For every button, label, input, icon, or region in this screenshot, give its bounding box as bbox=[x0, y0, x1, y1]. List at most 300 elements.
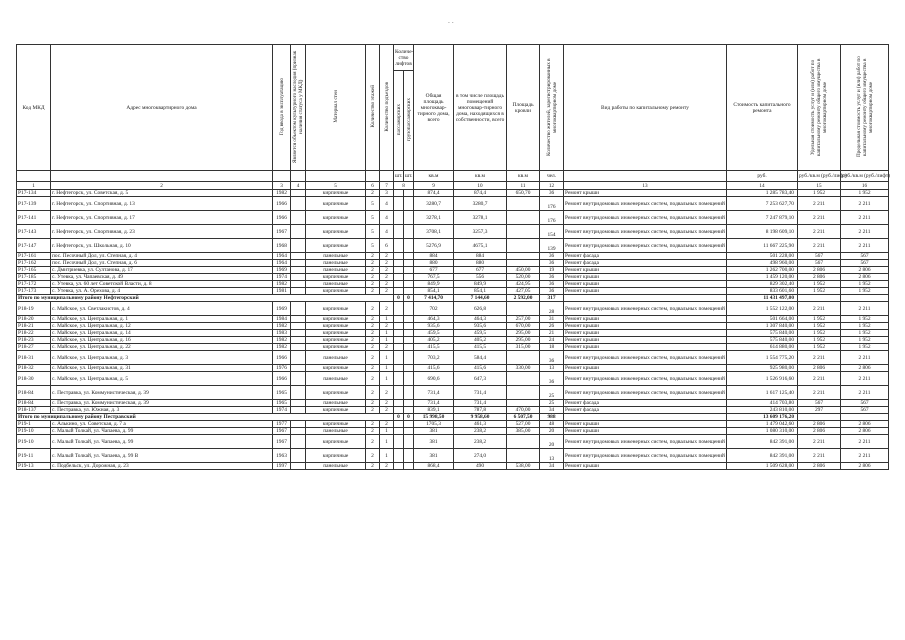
unit-cost: 1 952 bbox=[798, 344, 841, 351]
elev-pass bbox=[394, 323, 404, 330]
elev-cargo bbox=[404, 253, 414, 260]
wall-material: кирпичные bbox=[306, 435, 366, 449]
premises-area: 274,0 bbox=[454, 449, 507, 463]
heritage-flag bbox=[291, 421, 306, 428]
repair-work: Ремонт крыши bbox=[564, 274, 727, 281]
floors: 2 bbox=[366, 351, 380, 365]
subtotal-max bbox=[841, 295, 889, 302]
repair-work: Ремонт внутридомовых инженерных систем, подвальных помещений bbox=[564, 372, 727, 386]
subtotal-roof-area: 2 592,00 bbox=[507, 295, 540, 302]
mkd-code: P19-11 bbox=[17, 449, 51, 463]
unit-cost: 2 211 bbox=[798, 449, 841, 463]
wall-material: кирпичные bbox=[306, 449, 366, 463]
heritage-flag bbox=[291, 274, 306, 281]
repair-work: Ремонт внутридомовых инженерных систем, подвальных помещений bbox=[564, 239, 727, 253]
premises-area: 415,6 bbox=[454, 365, 507, 372]
elev-cargo bbox=[404, 365, 414, 372]
total-area: 464,3 bbox=[414, 316, 454, 323]
repair-cost: 1 262 700,00 bbox=[727, 267, 798, 274]
address: с. Пестравка, ул. Коммунистическая, д. 39 bbox=[51, 400, 273, 407]
commission-year: 1964 bbox=[273, 260, 291, 267]
premises-area: 584,4 bbox=[454, 351, 507, 365]
residents: 36 bbox=[540, 260, 564, 267]
wall-material: панельные bbox=[306, 351, 366, 365]
wall-material: панельные bbox=[306, 281, 366, 288]
col-works-header: Вид работы по капитальному ремонту bbox=[564, 45, 727, 171]
mkd-code: P18-137 bbox=[17, 407, 51, 414]
heritage-flag bbox=[291, 386, 306, 400]
max-unit-cost: 1 952 bbox=[841, 344, 889, 351]
elev-cargo bbox=[404, 421, 414, 428]
entrances: 1 bbox=[380, 316, 394, 323]
mkd-code: P17-173 bbox=[17, 288, 51, 295]
premises-area: 647,3 bbox=[454, 372, 507, 386]
repair-cost: 1 526 916,60 bbox=[727, 372, 798, 386]
floors: 2 bbox=[366, 344, 380, 351]
heritage-flag bbox=[291, 281, 306, 288]
heritage-flag bbox=[291, 407, 306, 414]
residents: 19 bbox=[540, 267, 564, 274]
commission-year: 1966 bbox=[273, 211, 291, 225]
residents: 34 bbox=[540, 407, 564, 414]
subtotal-label: Итого по муниципальному району Пестравский bbox=[17, 414, 394, 421]
mkd-code: P18-27 bbox=[17, 344, 51, 351]
commission-year: 1997 bbox=[273, 463, 291, 470]
subtotal-row bbox=[17, 295, 889, 302]
repair-cost: 7 253 627,70 bbox=[727, 197, 798, 211]
elev-cargo bbox=[404, 211, 414, 225]
residents: 26 bbox=[540, 323, 564, 330]
max-unit-cost: 2 211 bbox=[841, 386, 889, 400]
address: г. Нефтегорск, ул. Спортивная, д. 23 bbox=[51, 225, 273, 239]
entrances: 2 bbox=[380, 302, 394, 316]
col-elev-cargo-header: грузопассажирских bbox=[404, 71, 414, 171]
subtotal-unit bbox=[798, 414, 841, 421]
heritage-flag bbox=[291, 351, 306, 365]
elev-cargo bbox=[404, 239, 414, 253]
total-area: 854,1 bbox=[414, 288, 454, 295]
unit-cost: 1 952 bbox=[798, 337, 841, 344]
roof-area: 650,70 bbox=[507, 190, 540, 197]
heritage-flag bbox=[291, 400, 306, 407]
total-area: 702 bbox=[414, 302, 454, 316]
max-unit-cost: 567 bbox=[841, 253, 889, 260]
residents: 154 bbox=[540, 225, 564, 239]
residents: 36 bbox=[540, 372, 564, 386]
unit-cost: 1 952 bbox=[798, 190, 841, 197]
premises-area: 405,2 bbox=[454, 337, 507, 344]
column-number-cell: 14 bbox=[727, 182, 798, 190]
column-number-cell: 13 bbox=[564, 182, 727, 190]
units-row bbox=[17, 171, 889, 182]
mkd-code: P17-165 bbox=[17, 267, 51, 274]
capital-repair-table bbox=[16, 44, 888, 470]
elev-cargo bbox=[404, 190, 414, 197]
floors: 2 bbox=[366, 190, 380, 197]
mkd-code: P17-162 bbox=[17, 260, 51, 267]
address: с. Малый Толкай, ул. Чапаева, д. 99 В bbox=[51, 449, 273, 463]
unit-cost: 1 952 bbox=[798, 323, 841, 330]
premises-area: 874,4 bbox=[454, 190, 507, 197]
elev-pass bbox=[394, 330, 404, 337]
column-number-cell: 5 bbox=[306, 182, 366, 190]
floors: 2 bbox=[366, 337, 380, 344]
elev-pass bbox=[394, 288, 404, 295]
premises-area: 4675,1 bbox=[454, 239, 507, 253]
repair-work: Ремонт крыши bbox=[564, 330, 727, 337]
elev-cargo bbox=[404, 337, 414, 344]
unit-cell bbox=[17, 171, 51, 182]
commission-year: 1974 bbox=[273, 274, 291, 281]
elev-pass bbox=[394, 337, 404, 344]
unit-cost: 567 bbox=[798, 260, 841, 267]
roof-area: 330,00 bbox=[507, 365, 540, 372]
table-row bbox=[17, 211, 889, 225]
floors: 5 bbox=[366, 211, 380, 225]
unit-cost: 2 211 bbox=[798, 225, 841, 239]
heritage-flag bbox=[291, 449, 306, 463]
repair-work: Ремонт фасада bbox=[564, 400, 727, 407]
unit-cell bbox=[273, 171, 291, 182]
repair-work: Ремонт крыши bbox=[564, 190, 727, 197]
max-unit-cost: 2 806 bbox=[841, 421, 889, 428]
total-area: 381 bbox=[414, 449, 454, 463]
commission-year: 1963 bbox=[273, 449, 291, 463]
col-code-header: Код МКД bbox=[17, 45, 51, 171]
unit-cell: кв.м bbox=[454, 171, 507, 182]
floors: 2 bbox=[366, 267, 380, 274]
wall-material: кирпичные bbox=[306, 316, 366, 323]
elev-pass bbox=[394, 372, 404, 386]
roof-area bbox=[507, 386, 540, 400]
address: с. Майское, ул. Центральная, д. 31 bbox=[51, 365, 273, 372]
entrances: 1 bbox=[380, 449, 394, 463]
max-unit-cost: 567 bbox=[841, 400, 889, 407]
subtotal-cost: 13 609 176,20 bbox=[727, 414, 798, 421]
heritage-flag bbox=[291, 428, 306, 435]
elev-cargo bbox=[404, 288, 414, 295]
residents: 21 bbox=[540, 330, 564, 337]
elev-pass bbox=[394, 225, 404, 239]
heritage-flag bbox=[291, 316, 306, 323]
max-unit-cost: 2 211 bbox=[841, 449, 889, 463]
roof-area: 527,00 bbox=[507, 421, 540, 428]
commission-year: 1981 bbox=[273, 288, 291, 295]
table-row bbox=[17, 281, 889, 288]
repair-cost: 833 601,60 bbox=[727, 288, 798, 295]
premises-area: 3280,7 bbox=[454, 197, 507, 211]
mkd-code: P17-172 bbox=[17, 281, 51, 288]
roof-area bbox=[507, 400, 540, 407]
commission-year: 1982 bbox=[273, 190, 291, 197]
roof-area: 315,00 bbox=[507, 344, 540, 351]
premises-area: 731,4 bbox=[454, 400, 507, 407]
address: с. Майское, ул. Центральная, д. 1 bbox=[51, 316, 273, 323]
col-elev-pass-header: пассажирских bbox=[394, 71, 404, 171]
repair-cost: 925 980,00 bbox=[727, 365, 798, 372]
roof-area: 385,00 bbox=[507, 428, 540, 435]
column-number-cell: 11 bbox=[507, 182, 540, 190]
heritage-flag bbox=[291, 225, 306, 239]
residents: 176 bbox=[540, 197, 564, 211]
mkd-code: P18-23 bbox=[17, 337, 51, 344]
table-row bbox=[17, 435, 889, 449]
mkd-code: P18-84 bbox=[17, 400, 51, 407]
heritage-flag bbox=[291, 211, 306, 225]
heritage-flag bbox=[291, 197, 306, 211]
unit-cost: 2 211 bbox=[798, 372, 841, 386]
entrances: 2 bbox=[380, 344, 394, 351]
unit-cost: 2 806 bbox=[798, 421, 841, 428]
repair-cost: 1 552 122,00 bbox=[727, 302, 798, 316]
floors: 5 bbox=[366, 239, 380, 253]
total-area: 874,4 bbox=[414, 190, 454, 197]
wall-material: кирпичные bbox=[306, 225, 366, 239]
floors: 2 bbox=[366, 274, 380, 281]
subtotal-works bbox=[564, 414, 727, 421]
mkd-code: P17-143 bbox=[17, 225, 51, 239]
table-row bbox=[17, 274, 889, 281]
repair-cost: 829 302,40 bbox=[727, 281, 798, 288]
subtotal-elev-pass: 0 bbox=[394, 414, 404, 421]
col-address-header: Адрес многоквартирного дома bbox=[51, 45, 273, 171]
floors: 2 bbox=[366, 428, 380, 435]
col-entrances-header: Количество подъездов bbox=[380, 45, 394, 171]
unit-cell bbox=[291, 171, 306, 182]
wall-material: кирпичные bbox=[306, 190, 366, 197]
elev-pass bbox=[394, 463, 404, 470]
max-unit-cost: 2 211 bbox=[841, 351, 889, 365]
subtotal-elev-cargo: 0 bbox=[404, 414, 414, 421]
wall-material: панельные bbox=[306, 260, 366, 267]
entrances: 2 bbox=[380, 421, 394, 428]
address: с. Майское, ул. Центральная, д. 16 bbox=[51, 337, 273, 344]
repair-work: Ремонт крыши bbox=[564, 288, 727, 295]
address: с. Дмитриевка, ул. Султанова, д. 17 bbox=[51, 267, 273, 274]
col-year-header: Год ввода в эксплуатацию bbox=[273, 45, 291, 171]
commission-year: 1983 bbox=[273, 330, 291, 337]
commission-year: 1965 bbox=[273, 400, 291, 407]
column-number-cell: 10 bbox=[454, 182, 507, 190]
max-unit-cost: 567 bbox=[841, 260, 889, 267]
max-unit-cost: 2 806 bbox=[841, 463, 889, 470]
unit-cell bbox=[380, 171, 394, 182]
entrances: 2 bbox=[380, 253, 394, 260]
repair-cost: 1 080 310,00 bbox=[727, 428, 798, 435]
elev-cargo bbox=[404, 351, 414, 365]
total-area: 3280,7 bbox=[414, 197, 454, 211]
floors: 2 bbox=[366, 253, 380, 260]
elev-cargo bbox=[404, 407, 414, 414]
elev-pass bbox=[394, 400, 404, 407]
table-row bbox=[17, 190, 889, 197]
premises-area: 935,6 bbox=[454, 323, 507, 330]
entrances: 2 bbox=[380, 463, 394, 470]
repair-work: Ремонт крыши bbox=[564, 267, 727, 274]
max-unit-cost: 1 952 bbox=[841, 316, 889, 323]
residents: 13 bbox=[540, 449, 564, 463]
address: с. Малый Толкай, ул. Чапаева, д. 99 bbox=[51, 435, 273, 449]
entrances: 4 bbox=[380, 225, 394, 239]
unit-cell bbox=[366, 171, 380, 182]
mkd-code: P17-141 bbox=[17, 211, 51, 225]
mkd-code: P19-10 bbox=[17, 435, 51, 449]
wall-material: кирпичные bbox=[306, 407, 366, 414]
wall-material: кирпичные bbox=[306, 302, 366, 316]
column-number-row bbox=[17, 182, 889, 190]
commission-year: 1984 bbox=[273, 316, 291, 323]
total-area: 415,5 bbox=[414, 344, 454, 351]
roof-area: 520,00 bbox=[507, 274, 540, 281]
premises-area: 415,5 bbox=[454, 344, 507, 351]
floors: 5 bbox=[366, 225, 380, 239]
elev-pass bbox=[394, 365, 404, 372]
premises-area: 849,9 bbox=[454, 281, 507, 288]
max-unit-cost: 1 952 bbox=[841, 190, 889, 197]
repair-cost: 8 198 609,10 bbox=[727, 225, 798, 239]
total-area: 459,5 bbox=[414, 330, 454, 337]
wall-material: панельные bbox=[306, 253, 366, 260]
elev-cargo bbox=[404, 323, 414, 330]
address: с. Алькино, ул. Советская, д. 7 а bbox=[51, 421, 273, 428]
commission-year: 1982 bbox=[273, 337, 291, 344]
unit-cell: руб. bbox=[727, 171, 798, 182]
table-row bbox=[17, 428, 889, 435]
roof-area: 257,00 bbox=[507, 316, 540, 323]
roof-area: 295,00 bbox=[507, 330, 540, 337]
repair-cost: 1 307 840,00 bbox=[727, 323, 798, 330]
wall-material: кирпичные bbox=[306, 211, 366, 225]
col-premises-area-header: в том числе площадь помещений многоквар-тирного дома, находящихся в собственности, всего bbox=[454, 45, 507, 171]
col-floors-header: Количество этажей bbox=[366, 45, 380, 171]
table-row bbox=[17, 316, 889, 323]
wall-material: панельные bbox=[306, 267, 366, 274]
subtotal-elev-cargo: 0 bbox=[404, 295, 414, 302]
premises-area: 884 bbox=[454, 253, 507, 260]
table-row bbox=[17, 253, 889, 260]
total-area: 767,5 bbox=[414, 274, 454, 281]
residents: 20 bbox=[540, 435, 564, 449]
repair-cost: 1 617 125,40 bbox=[727, 386, 798, 400]
premises-area: 238,2 bbox=[454, 435, 507, 449]
elev-pass bbox=[394, 316, 404, 323]
commission-year: 1967 bbox=[273, 225, 291, 239]
wall-material: кирпичные bbox=[306, 239, 366, 253]
floors: 2 bbox=[366, 372, 380, 386]
table-row bbox=[17, 302, 889, 316]
elev-pass bbox=[394, 344, 404, 351]
residents: 25 bbox=[540, 386, 564, 400]
heritage-flag bbox=[291, 463, 306, 470]
heritage-flag bbox=[291, 323, 306, 330]
table-row bbox=[17, 421, 889, 428]
total-area: 868,4 bbox=[414, 463, 454, 470]
mkd-code: P18-22 bbox=[17, 330, 51, 337]
repair-work: Ремонт крыши bbox=[564, 421, 727, 428]
table-row bbox=[17, 351, 889, 365]
roof-area bbox=[507, 351, 540, 365]
elev-cargo bbox=[404, 463, 414, 470]
commission-year: 1967 bbox=[273, 428, 291, 435]
wall-material: кирпичные bbox=[306, 365, 366, 372]
col-elevators-header: Количе-ство лифтов bbox=[394, 45, 414, 71]
max-unit-cost: 567 bbox=[841, 407, 889, 414]
unit-cost: 1 952 bbox=[798, 288, 841, 295]
column-number-cell: 3 bbox=[273, 182, 291, 190]
residents: 36 bbox=[540, 281, 564, 288]
wall-material: кирпичные bbox=[306, 323, 366, 330]
subtotal-cost: 11 431 497,00 bbox=[727, 295, 798, 302]
repair-cost: 1 479 042,60 bbox=[727, 421, 798, 428]
elev-pass bbox=[394, 253, 404, 260]
max-unit-cost: 2 211 bbox=[841, 239, 889, 253]
repair-cost: 575 840,00 bbox=[727, 337, 798, 344]
commission-year: 1964 bbox=[273, 253, 291, 260]
heritage-flag bbox=[291, 288, 306, 295]
premises-area: 880 bbox=[454, 260, 507, 267]
premises-area: 238,2 bbox=[454, 428, 507, 435]
premises-area: 490 bbox=[454, 463, 507, 470]
max-unit-cost: 2 806 bbox=[841, 267, 889, 274]
unit-cost: 567 bbox=[798, 253, 841, 260]
subtotal-total-area: 15 998,50 bbox=[414, 414, 454, 421]
elev-pass bbox=[394, 211, 404, 225]
address: с. Майское, ул. Центральная, д. 22 bbox=[51, 344, 273, 351]
column-number-cell: 15 bbox=[798, 182, 841, 190]
repair-cost: 1 554 775,20 bbox=[727, 351, 798, 365]
unit-cell: кв.м bbox=[414, 171, 454, 182]
entrances: 2 bbox=[380, 281, 394, 288]
total-area: 415,6 bbox=[414, 365, 454, 372]
commission-year: 1967 bbox=[273, 435, 291, 449]
repair-work: Ремонт фасада bbox=[564, 260, 727, 267]
address: пос. Песочный Дол, ул. Степная, д. 4 bbox=[51, 253, 273, 260]
repair-cost: 498 960,00 bbox=[727, 260, 798, 267]
address: с. Майское, ул. Центральная, д. 5 bbox=[51, 372, 273, 386]
table-row bbox=[17, 386, 889, 400]
table-row bbox=[17, 372, 889, 386]
subtotal-roof-area: 6 507,50 bbox=[507, 414, 540, 421]
entrances: 1 bbox=[380, 330, 394, 337]
subtotal-max bbox=[841, 414, 889, 421]
repair-cost: 1 285 783,40 bbox=[727, 190, 798, 197]
mkd-code: P17-134 bbox=[17, 190, 51, 197]
col-roof-area-header: Площадь кровли bbox=[507, 45, 540, 171]
unit-cost: 2 211 bbox=[798, 351, 841, 365]
premises-area: 556 bbox=[454, 274, 507, 281]
heritage-flag bbox=[291, 260, 306, 267]
wall-material: кирпичные bbox=[306, 330, 366, 337]
elev-cargo bbox=[404, 225, 414, 239]
unit-cell: шт. bbox=[404, 171, 414, 182]
premises-area: 464,3 bbox=[454, 316, 507, 323]
commission-year: 1976 bbox=[273, 365, 291, 372]
elev-cargo bbox=[404, 372, 414, 386]
repair-cost: 501 228,00 bbox=[727, 253, 798, 260]
elev-pass bbox=[394, 260, 404, 267]
floors: 2 bbox=[366, 407, 380, 414]
residents: 36 bbox=[540, 274, 564, 281]
mkd-code: P19-10 bbox=[17, 428, 51, 435]
max-unit-cost: 1 952 bbox=[841, 337, 889, 344]
mkd-code: P18-32 bbox=[17, 365, 51, 372]
address: пос. Песочный Дол, ул. Степная, д. 6 bbox=[51, 260, 273, 267]
total-area: 677 bbox=[414, 267, 454, 274]
address: с. Майское, ул. Центральная, д. 3 bbox=[51, 351, 273, 365]
unit-cell: шт. bbox=[394, 171, 404, 182]
commission-year: 1982 bbox=[273, 281, 291, 288]
column-number-cell: 8 bbox=[394, 182, 414, 190]
